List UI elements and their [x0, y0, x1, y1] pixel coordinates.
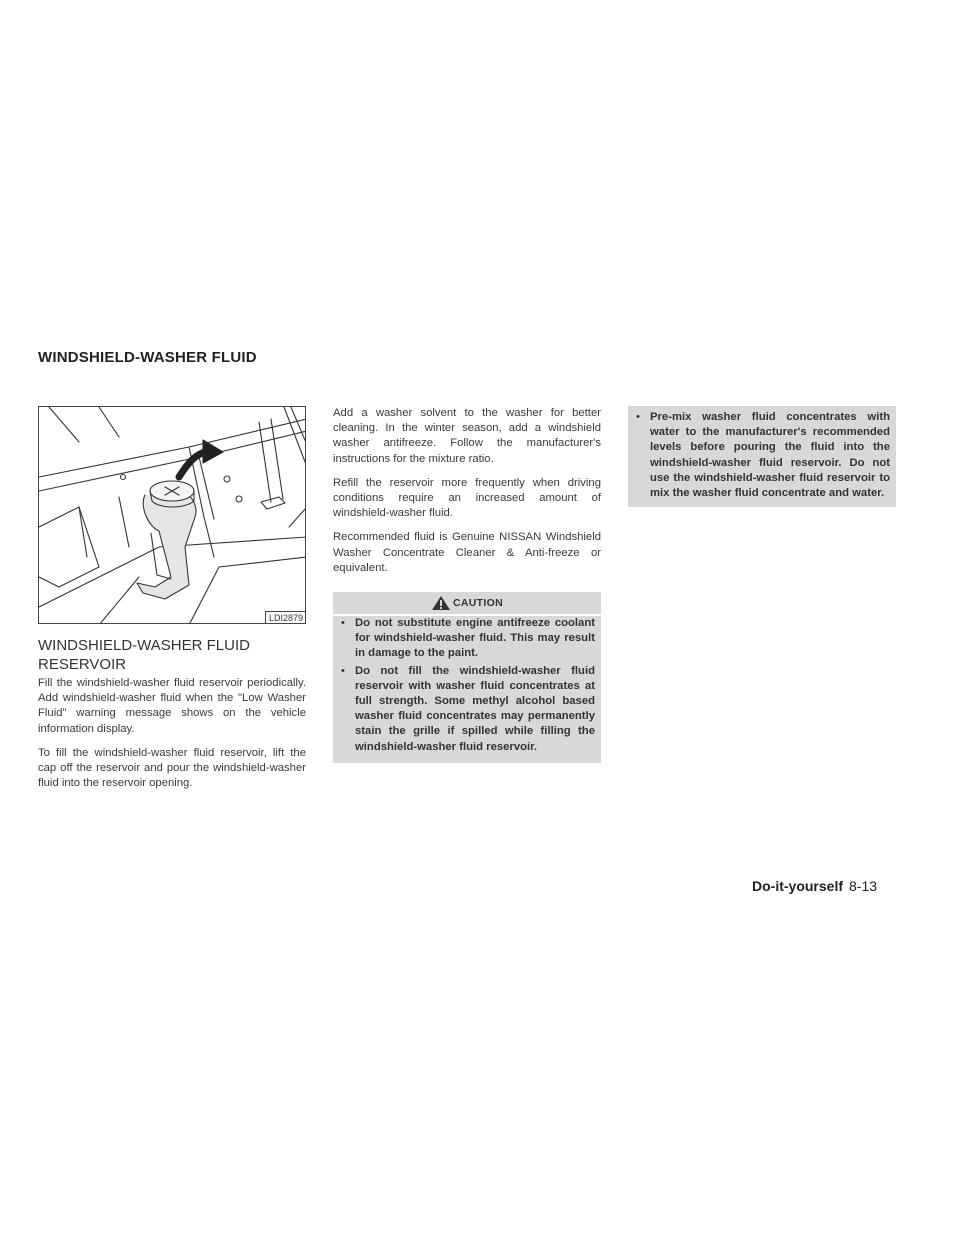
column-1 [38, 676, 306, 800]
chapter-name: Do-it-yourself [752, 878, 843, 894]
paragraph: Recommended fluid is Genuine NISSAN Windshield Washer Concentrate Cleaner & Anti-freeze or equivalent. [333, 531, 601, 574]
caution-box [333, 592, 601, 763]
paragraph: Add a washer solvent to the washer for better cleaning. In the winter season, add a windshield washer antifreeze. Follow the manufacturer's instructions for the mixture ratio. [333, 407, 601, 465]
caution-item [333, 664, 601, 755]
reservoir-drawing [39, 407, 306, 624]
caution-box-continued [628, 406, 896, 507]
paragraph: Refill the reservoir more frequently when driving conditions require an increased amount of windshield-washer fluid. [333, 476, 601, 520]
section-title: WINDSHIELD-WASHER FLUID [38, 349, 257, 366]
warning-icon [431, 595, 451, 611]
caution-text: Do not substitute engine antifreeze coolant for windshield-washer fluid. This may result in damage to the paint. [355, 617, 595, 660]
caution-text: Do not fill the windshield-washer fluid reservoir with washer fluid concentrates at full strength. Some methyl alcohol based washer fluid concentrates may permanently stain the grille if spilled while filling the windshield-washer fluid reservoir. [355, 664, 595, 753]
page-number: 8-13 [849, 878, 878, 894]
column-2 [333, 406, 601, 585]
paragraph: To fill the windshield-washer fluid reservoir, lift the cap off the reservoir and pour the windshield-washer fluid into the reservoir opening. [38, 746, 306, 790]
caution-item [333, 616, 601, 662]
bullet: • [341, 664, 345, 677]
caution-heading [333, 592, 601, 616]
subsection-title: WINDSHIELD-WASHER FLUID RESERVOIR [38, 637, 250, 673]
bullet: • [341, 617, 345, 629]
reservoir-illustration [38, 406, 306, 624]
figure-code: LDI2879 [265, 611, 305, 623]
page-footer [752, 878, 877, 894]
caution-text: Pre-mix washer fluid concentrates with water to the manufacturer's recommended levels before pouring the fluid into the windshield-washer fluid reservoir. Do not use the windshield-washer fluid reservoir to mix the washer fluid concentrate and water. [650, 411, 890, 500]
paragraph: Fill the windshield-washer fluid reservoir periodically. Add windshield-washer fluid when the "Low Washer Fluid" warning message shows on the vehicle information display. [38, 677, 306, 735]
bullet: • [636, 411, 640, 423]
caution-item [628, 410, 896, 501]
caution-label: CAUTION [453, 597, 503, 609]
